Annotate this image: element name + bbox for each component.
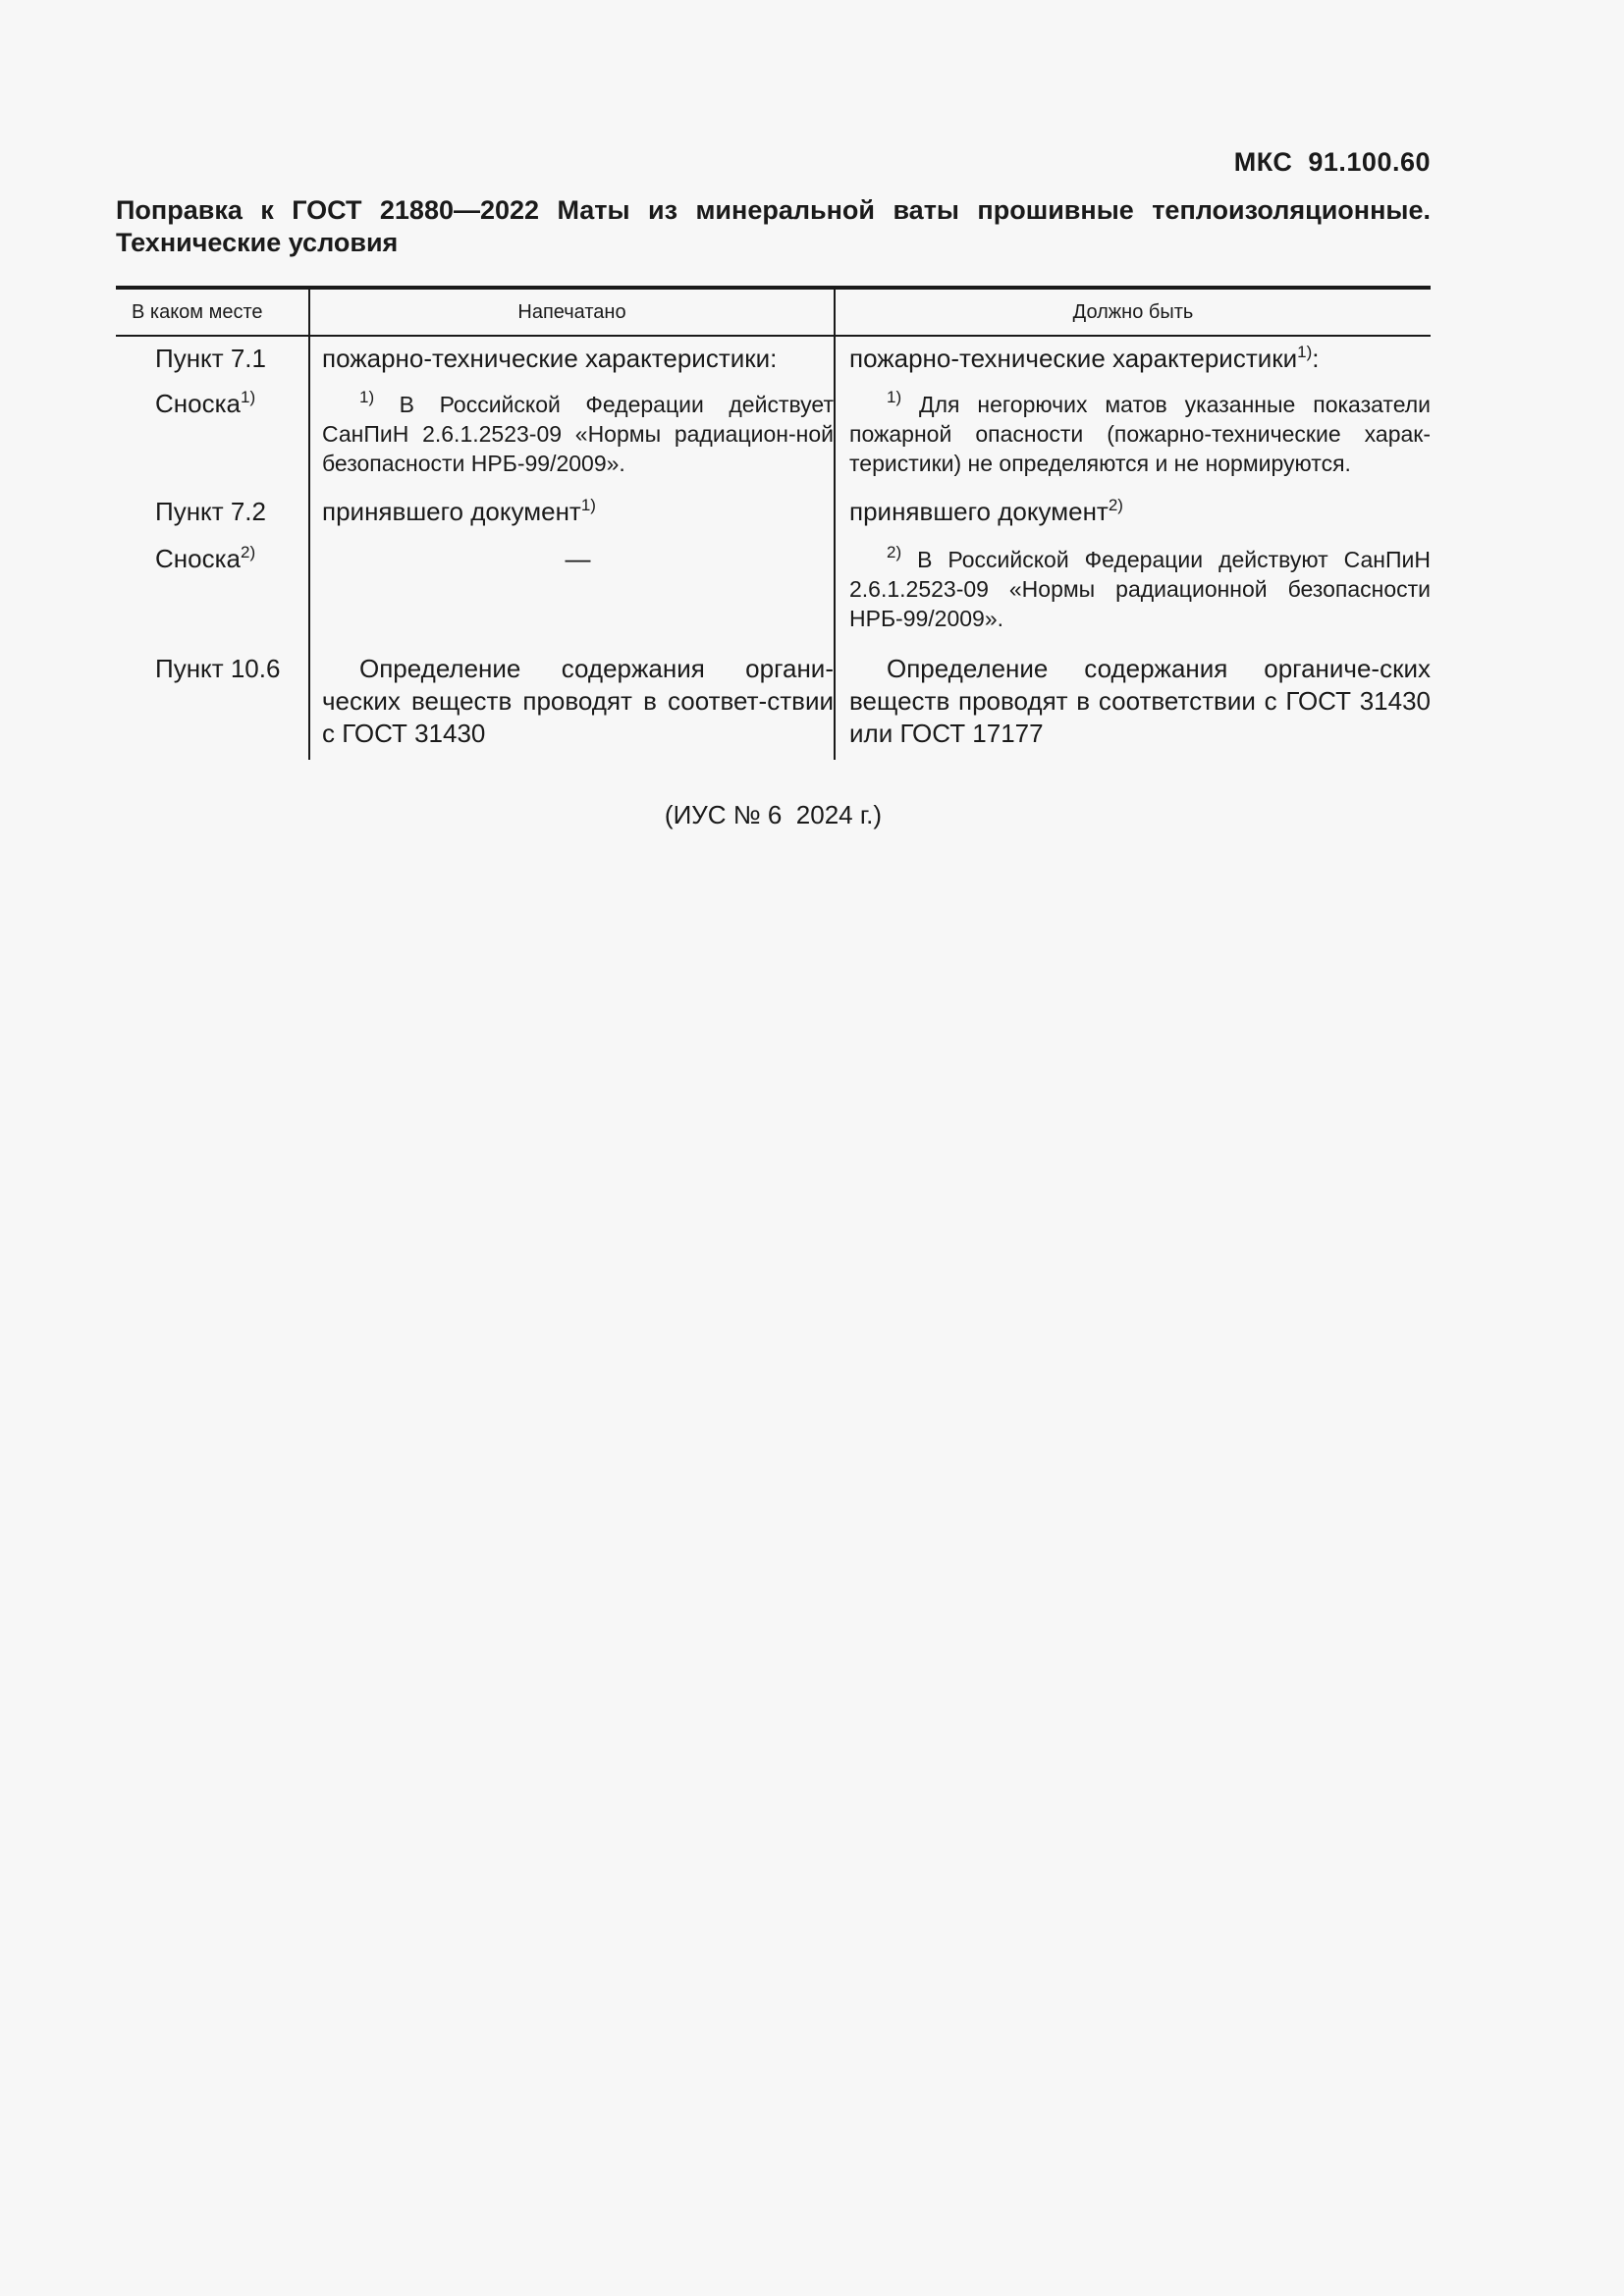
footnote-marker: 2) bbox=[1108, 496, 1123, 514]
row-should-be: Определение содержания органиче-ских веществ проводят в соответствии с ГОСТ 31430 или ГОСТ 17177 bbox=[835, 634, 1431, 760]
footnote-marker: 2) bbox=[887, 543, 902, 561]
table-row bbox=[116, 479, 1431, 529]
column-header-printed: Напечатано bbox=[309, 288, 835, 336]
ius-reference: (ИУС № 6 2024 г.) bbox=[664, 800, 883, 829]
row-should-be: принявшего документ$^{2)}$ bbox=[835, 479, 1431, 529]
table-row bbox=[116, 529, 1431, 634]
table-row bbox=[116, 376, 1431, 479]
row-printed: пожарно-технические характеристики: bbox=[309, 336, 835, 376]
row-place: Пункт 7.2 bbox=[155, 497, 266, 526]
document-title bbox=[116, 194, 1431, 259]
row-should-be: $^{2)}$ В Российской Федерации действуют СанПиН 2.6.1.2523-09 «Нормы радиационной безопасности НРБ-99/2009». bbox=[835, 529, 1431, 634]
row-printed: принявшего документ$^{1)}$ bbox=[309, 479, 835, 529]
row-place: Пункт 7.1 bbox=[155, 344, 266, 373]
footnote-marker: 1) bbox=[887, 388, 902, 406]
footnote-marker: 1) bbox=[359, 388, 375, 406]
table-row bbox=[116, 634, 1431, 760]
footnote-marker: 1) bbox=[580, 496, 596, 514]
column-header-place: В каком месте bbox=[116, 288, 309, 336]
footnote-marker: 2) bbox=[241, 543, 256, 561]
row-should-be: $^{1)}$ Для негорючих матов указанные показатели пожарной опасности (пожарно-технические харак-теристики) не определяются и не нормируются. bbox=[835, 376, 1431, 479]
row-place: Пункт 10.6 bbox=[155, 654, 281, 683]
column-header-should-be: Должно быть bbox=[835, 288, 1431, 336]
corrections-table bbox=[116, 286, 1431, 760]
footnote-marker: 1) bbox=[241, 388, 256, 406]
footnote-marker: 1) bbox=[1297, 343, 1313, 361]
row-place: Сноска$^{2)}$ bbox=[155, 543, 256, 573]
row-printed: Определение содержания органи-ческих веществ проводят в соответ-ствии с ГОСТ 31430 bbox=[309, 634, 835, 760]
title-line-2: Технические условия bbox=[116, 228, 399, 257]
row-should-be: пожарно-технические характеристики$^{1)}$: bbox=[835, 336, 1431, 376]
table-header-row bbox=[116, 288, 1431, 336]
table-row bbox=[116, 336, 1431, 376]
row-printed: — bbox=[309, 529, 835, 634]
row-place: Сноска$^{1)}$ bbox=[155, 388, 256, 418]
mks-code: МКС 91.100.60 bbox=[1233, 147, 1431, 177]
row-printed: $^{1)}$ В Российской Федерации действует СанПиН 2.6.1.2523-09 «Нормы радиацион-ной безопасности НРБ-99/2009». bbox=[309, 376, 835, 479]
title-line-1: Поправка к ГОСТ 21880—2022 Маты из минеральной ваты прошивные теплоизоляционные. bbox=[116, 195, 1431, 225]
